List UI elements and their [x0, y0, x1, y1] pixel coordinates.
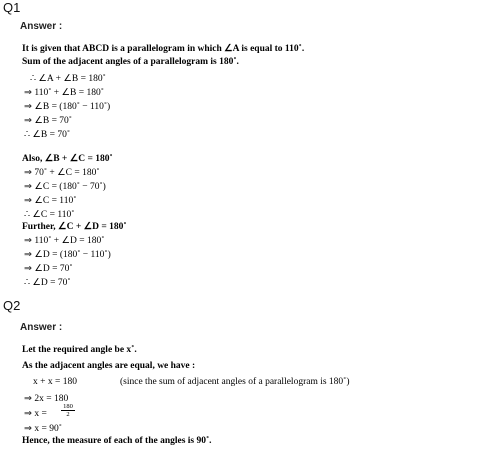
q1-line-12: ∴ ∠C = 110˚	[24, 210, 75, 220]
question-2-label: Q2	[3, 298, 21, 313]
fraction-numerator: 180	[61, 403, 75, 411]
q2-line-4: ⇒ 2x = 180	[24, 394, 69, 404]
answer-1-label: Answer :	[20, 21, 63, 32]
question-1-label: Q1	[3, 0, 21, 15]
q1-line-3: ∴ ∠A + ∠B = 180˚	[30, 74, 106, 84]
q1-line-4: ⇒ 110˚ + ∠B = 180˚	[24, 88, 104, 98]
q1-line-7: ∴ ∠B = 70˚	[24, 130, 71, 140]
q2-line-5: ⇒ x =	[24, 409, 47, 419]
q1-line-2: Sum of the adjacent angles of a parallelogram is 180˚.	[22, 57, 239, 67]
q1-line-15: ⇒ ∠D = (180˚ − 110˚)	[24, 250, 111, 260]
q2-line-1: Let the required angle be x˚.	[22, 345, 137, 355]
answer-2-label: Answer :	[20, 322, 63, 333]
q1-line-9: ⇒ 70˚ + ∠C = 180˚	[24, 168, 100, 178]
q1-line-1: It is given that ABCD is a parallelogram in which ∠A is equal to 110˚.	[22, 44, 305, 54]
q2-line-7: Hence, the measure of each of the angles is 90˚.	[22, 436, 212, 446]
q2-line-2: As the adjacent angles are equal, we have :	[22, 361, 196, 371]
q1-line-14: ⇒ 110˚ + ∠D = 180˚	[24, 236, 105, 246]
q1-line-6: ⇒ ∠B = 70˚	[24, 116, 72, 126]
q1-line-8: Also, ∠B + ∠C = 180˚	[22, 154, 113, 164]
q2-line-6: ⇒ x = 90˚	[24, 424, 62, 434]
q1-line-5: ⇒ ∠B = (180˚ − 110˚)	[24, 102, 111, 112]
q1-line-10: ⇒ ∠C = (180˚ − 70˚)	[24, 182, 106, 192]
q1-line-17: ∴ ∠D = 70˚	[24, 278, 71, 288]
q2-line-3-note: (since the sum of adjacent angles of a parallelogram is 180˚)	[120, 377, 350, 387]
q1-line-13: Further, ∠C + ∠D = 180˚	[22, 222, 127, 232]
q2-line-3: x + x = 180	[33, 377, 77, 387]
fraction	[61, 403, 75, 418]
fraction-denominator: 2	[66, 411, 70, 418]
q1-line-11: ⇒ ∠C = 110˚	[24, 196, 77, 206]
q1-line-16: ⇒ ∠D = 70˚	[24, 264, 73, 274]
